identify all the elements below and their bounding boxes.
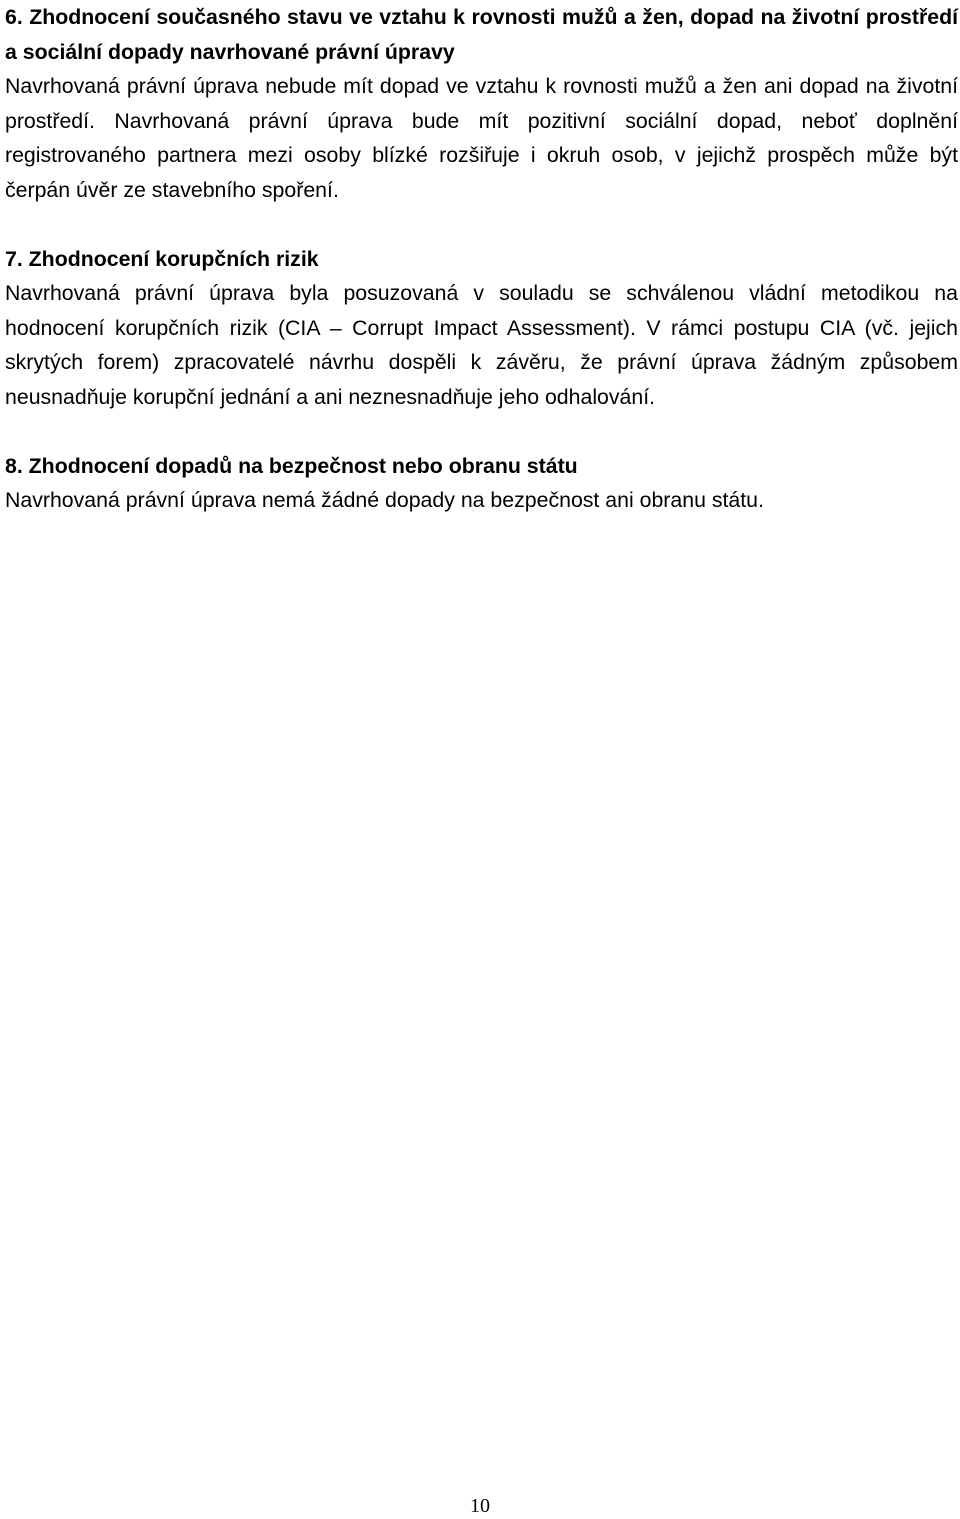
section-body: Navrhovaná právní úprava byla posuzovaná v souladu se schválenou vládní metodikou na hodnocení korupčních rizik (CIA – Corrupt Impact Assessment). V rámci postupu CIA (vč. jejich skrytých forem) zpracovatelé návrhu dospěli k závěru, že právní úprava žádným způsobem neusnadňuje korupční jednání a ani neznesnadňuje jeho odhalování. (5, 281, 958, 409)
section-spacer (5, 414, 958, 449)
section-body: Navrhovaná právní úprava nemá žádné dopady na bezpečnost ani obranu státu. (5, 488, 764, 512)
section-spacer (5, 207, 958, 242)
document-page (5, 0, 958, 518)
section-6 (5, 0, 958, 207)
page-number: 10 (470, 1495, 490, 1517)
section-body: Navrhovaná právní úprava nebude mít dopad ve vztahu k rovnosti mužů a žen ani dopad na životní prostředí. Navrhovaná právní úprava bude mít pozitivní sociální dopad, neboť doplnění registrovaného partnera mezi osoby blízké rozšiřuje i okruh osob, v jejichž prospěch může být čerpán úvěr ze stavebního spoření. (5, 74, 958, 202)
section-7 (5, 242, 958, 415)
section-8 (5, 449, 958, 518)
section-heading: 8. Zhodnocení dopadů na bezpečnost nebo obranu státu (5, 453, 578, 478)
section-heading: 6. Zhodnocení současného stavu ve vztahu k rovnosti mužů a žen, dopad na životní prostředí a sociální dopady navrhované právní úpravy (5, 5, 958, 64)
section-heading: 7. Zhodnocení korupčních rizik (5, 246, 319, 271)
